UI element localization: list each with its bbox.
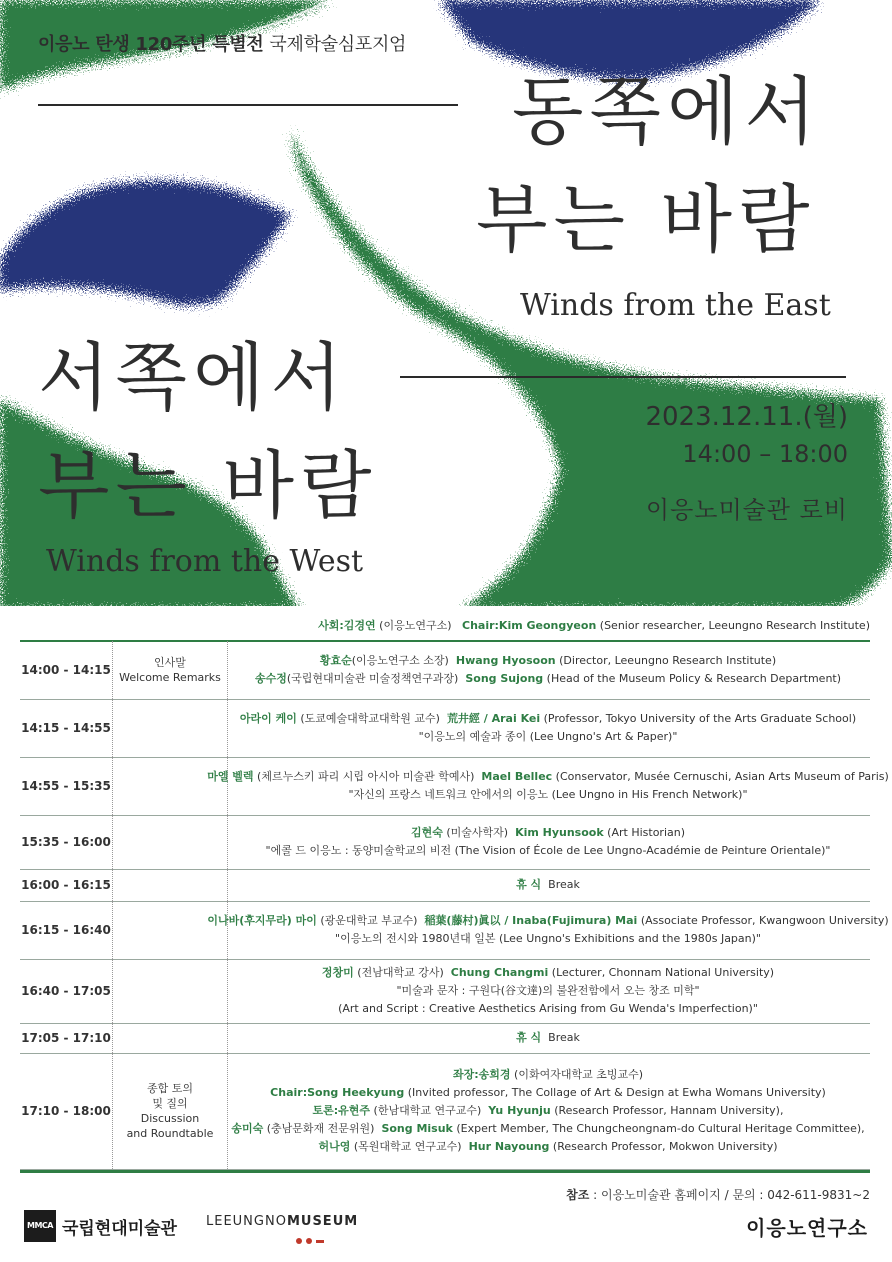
schedule-content <box>226 869 870 901</box>
speaker-name: Chung Changmi <box>450 966 549 979</box>
speaker-detail: (충남문화재 전문위원) <box>263 1122 382 1135</box>
east-title-line2: 부는 바람 <box>476 177 816 263</box>
mmca-name: 국립현대미술관 <box>62 1218 177 1239</box>
speaker-detail: (이화여자대학교 초빙교수) <box>510 1068 643 1081</box>
schedule-time: 14:00 - 14:15 <box>21 663 111 677</box>
speaker-name: 휴 식 <box>516 1031 542 1044</box>
speaker-name: Mael Bellec <box>481 770 553 783</box>
speaker-detail: (미술사학자) <box>442 826 516 839</box>
content-line <box>240 710 856 728</box>
schedule-content <box>226 699 870 757</box>
speaker-name: 稲葉(藤村)眞以 / Inaba(Fujimura) Mai <box>424 914 638 927</box>
speaker-name: 토론:유현주 <box>312 1104 371 1117</box>
content-line <box>255 670 841 688</box>
speaker-detail: (한남대학교 연구교수) <box>370 1104 489 1117</box>
speaker-name: Hur Nayoung <box>468 1140 550 1153</box>
speaker-name: Song Sujong <box>465 672 544 685</box>
speaker-name: 김현숙 <box>410 826 443 839</box>
hero-artwork <box>0 0 892 606</box>
mmca-mark: MMCA <box>24 1210 56 1242</box>
speaker-name: Chair:Song Heekyung <box>270 1086 405 1099</box>
schedule-row <box>20 757 889 816</box>
schedule-time: 16:40 - 17:05 <box>21 984 111 998</box>
speaker-name: 荒井經 / Arai Kei <box>446 712 541 725</box>
event-date: 2023.12.11.(월) <box>645 402 848 432</box>
speaker-detail: "이응노의 전시와 1980년대 일본 (Lee Ungno's Exhibitions and the 1980s Japan)" <box>335 932 761 945</box>
speaker-detail: (Invited professor, The Collage of Art & Design at Ewha Womans University) <box>404 1086 826 1099</box>
speaker-detail: (Expert Member, The Chungcheongnam-do Cultural Heritage Committee), <box>452 1122 865 1135</box>
speaker-detail: (도쿄예술대학교대학원 교수) <box>296 712 447 725</box>
speaker-detail: (체르누스키 파리 시립 아시아 미술관 학예사) <box>253 770 482 783</box>
speaker-name: 송수정 <box>254 672 287 685</box>
speaker-name: Yu Hyunju <box>488 1104 551 1117</box>
content-line <box>266 842 831 860</box>
schedule-row <box>20 641 870 700</box>
schedule-content <box>226 1023 870 1053</box>
content-line <box>419 728 678 746</box>
speaker-detail: (Research Professor, Mokwon University) <box>549 1140 778 1153</box>
chair-en-label: Chair:Kim Geongyeon <box>462 619 597 632</box>
speaker-name: 황효순 <box>319 654 352 667</box>
top-rule <box>38 104 458 106</box>
speaker-detail: (이응노연구소 소장) <box>351 654 456 667</box>
reference-text: : 이응노미술관 홈페이지 / 문의 : 042-611-9831~2 <box>589 1188 870 1202</box>
content-line <box>207 768 889 786</box>
schedule-content <box>207 757 889 815</box>
speaker-detail: (Lecturer, Chonnam National University) <box>548 966 775 979</box>
schedule-row <box>20 869 870 902</box>
schedule-category <box>112 699 228 757</box>
speaker-detail: (Art Historian) <box>603 826 686 839</box>
content-line <box>348 786 747 804</box>
content-line <box>313 1102 784 1120</box>
content-line <box>338 1000 758 1018</box>
mmca-logo <box>24 1210 177 1242</box>
reference-line <box>566 1186 870 1203</box>
schedule-time: 17:05 - 17:10 <box>21 1031 111 1045</box>
west-title-line2: 부는 바람 <box>38 443 378 529</box>
speaker-detail: (국립현대미술관 미술정책연구과장) <box>286 672 466 685</box>
schedule-time: 15:35 - 16:00 <box>21 835 111 849</box>
speaker-name: 송미숙 <box>231 1122 264 1135</box>
speaker-detail: (Associate Professor, Kwangwoon University) <box>637 914 889 927</box>
category-line: and Roundtable <box>126 1127 214 1140</box>
schedule-time: 17:10 - 18:00 <box>21 1104 111 1118</box>
museum-logo-a: LEEUNGNO <box>206 1214 287 1229</box>
speaker-detail: "미술과 문자 : 구원다(谷文達)의 불완전함에서 오는 창조 미학" <box>396 984 700 997</box>
category-line: Discussion <box>140 1112 200 1125</box>
content-line <box>453 1066 643 1084</box>
institute-logo: 이응노연구소 <box>746 1216 868 1240</box>
speaker-detail: (목원대학교 연구교수) <box>350 1140 469 1153</box>
subtitle-bold: 이응노 탄생 120주년 특별전 <box>38 34 264 55</box>
content-line <box>320 652 776 670</box>
speaker-name: 이나바(후지무라) 마이 <box>207 914 317 927</box>
schedule-bottom-rule <box>20 1170 870 1173</box>
content-line <box>270 1084 826 1102</box>
schedule-row <box>20 959 870 1024</box>
speaker-name: 좌장:송희경 <box>453 1068 511 1081</box>
chair-ko-affil: (이응노연구소) <box>379 619 452 632</box>
event-subtitle <box>38 30 406 56</box>
event-time: 14:00 – 18:00 <box>682 440 848 468</box>
speaker-detail: (Conservator, Musée Cernuschi, Asian Arts Museum of Paris) <box>552 770 889 783</box>
reference-label: 참조 <box>566 1188 590 1202</box>
schedule-row <box>20 1023 870 1054</box>
chair-line <box>318 617 870 633</box>
content-line <box>335 930 761 948</box>
speaker-name: 아라이 케이 <box>239 712 297 725</box>
speaker-name: 마엘 벨렉 <box>207 770 254 783</box>
schedule-content <box>226 641 870 699</box>
speaker-name: 허나영 <box>318 1140 351 1153</box>
schedule-row <box>20 699 870 758</box>
speaker-detail: (Director, Leeungno Research Institute) <box>555 654 777 667</box>
category-line: 및 질의 <box>152 1097 188 1110</box>
event-venue: 이응노미술관 로비 <box>645 496 848 524</box>
schedule-time: 14:55 - 15:35 <box>21 779 111 793</box>
schedule-category <box>112 901 228 959</box>
schedule-content <box>226 1053 870 1169</box>
schedule-category <box>112 815 228 869</box>
content-line <box>318 1138 777 1156</box>
speaker-detail: (Research Professor, Hannam University), <box>550 1104 784 1117</box>
schedule-content <box>226 815 870 869</box>
schedule-content <box>207 901 889 959</box>
west-title-en: Winds from the West <box>46 544 364 579</box>
content-line <box>516 876 580 894</box>
chair-en-affil: (Senior researcher, Leeungno Research Institute) <box>599 619 870 632</box>
schedule-row <box>20 901 889 960</box>
speaker-detail: (Art and Script : Creative Aesthetics Arising from Gu Wenda's Imperfection)" <box>338 1002 758 1015</box>
schedule-row <box>20 815 870 870</box>
east-title-en: Winds from the East <box>520 288 831 323</box>
west-title-line1: 서쪽에서 <box>38 335 348 421</box>
subtitle-light: 국제학술심포지엄 <box>269 34 407 55</box>
footer <box>0 1178 892 1262</box>
schedule-category <box>112 1023 228 1053</box>
content-line <box>322 964 774 982</box>
schedule-category <box>112 641 228 699</box>
schedule-category <box>112 1053 228 1169</box>
schedule-row <box>20 1053 870 1170</box>
speaker-detail: Break <box>541 878 580 891</box>
schedule-time: 16:15 - 16:40 <box>21 923 111 937</box>
schedule-content <box>226 959 870 1023</box>
content-line <box>411 824 685 842</box>
content-line <box>396 982 699 1000</box>
speaker-detail: (광운대학교 부교수) <box>316 914 425 927</box>
east-title-line1: 동쪽에서 <box>512 69 822 155</box>
speaker-name: 휴 식 <box>516 878 542 891</box>
schedule-time: 16:00 - 16:15 <box>21 878 111 892</box>
schedule-category <box>112 757 228 815</box>
speaker-detail: Break <box>541 1031 580 1044</box>
category-line: 종합 토의 <box>146 1082 193 1095</box>
category-line: Welcome Remarks <box>119 671 221 684</box>
speaker-detail: (전남대학교 강사) <box>353 966 451 979</box>
content-line <box>231 1120 864 1138</box>
schedule-category <box>112 869 228 901</box>
speaker-detail: (Head of the Museum Policy & Research Department) <box>543 672 842 685</box>
speaker-name: Song Misuk <box>381 1122 453 1135</box>
speaker-detail: "에콜 드 이응노 : 동양미술학교의 비전 (The Vision of École de Lee Ungno-Académie de Peinture Orientale)" <box>265 844 831 857</box>
speaker-detail: "자신의 프랑스 네트워크 안에서의 이응노 (Lee Ungno in His French Network)" <box>348 788 748 801</box>
middle-rule <box>400 376 846 378</box>
speaker-detail: "이응노의 예술과 종이 (Lee Ungno's Art & Paper)" <box>418 730 678 743</box>
speaker-name: Hwang Hyosoon <box>455 654 556 667</box>
museum-logo-dots <box>296 1238 324 1244</box>
category-line: 인사말 <box>154 656 186 669</box>
speaker-name: 정창미 <box>321 966 354 979</box>
schedule-time: 14:15 - 14:55 <box>21 721 111 735</box>
schedule-category <box>112 959 228 1023</box>
content-line <box>207 912 888 930</box>
museum-logo-b: MUSEUM <box>286 1214 359 1229</box>
content-line <box>516 1029 580 1047</box>
speaker-name: Kim Hyunsook <box>515 826 604 839</box>
speaker-detail: (Professor, Tokyo University of the Arts Graduate School) <box>540 712 857 725</box>
chair-ko-label: 사회:김경연 <box>318 619 376 632</box>
leeungno-museum-logo <box>206 1214 358 1229</box>
